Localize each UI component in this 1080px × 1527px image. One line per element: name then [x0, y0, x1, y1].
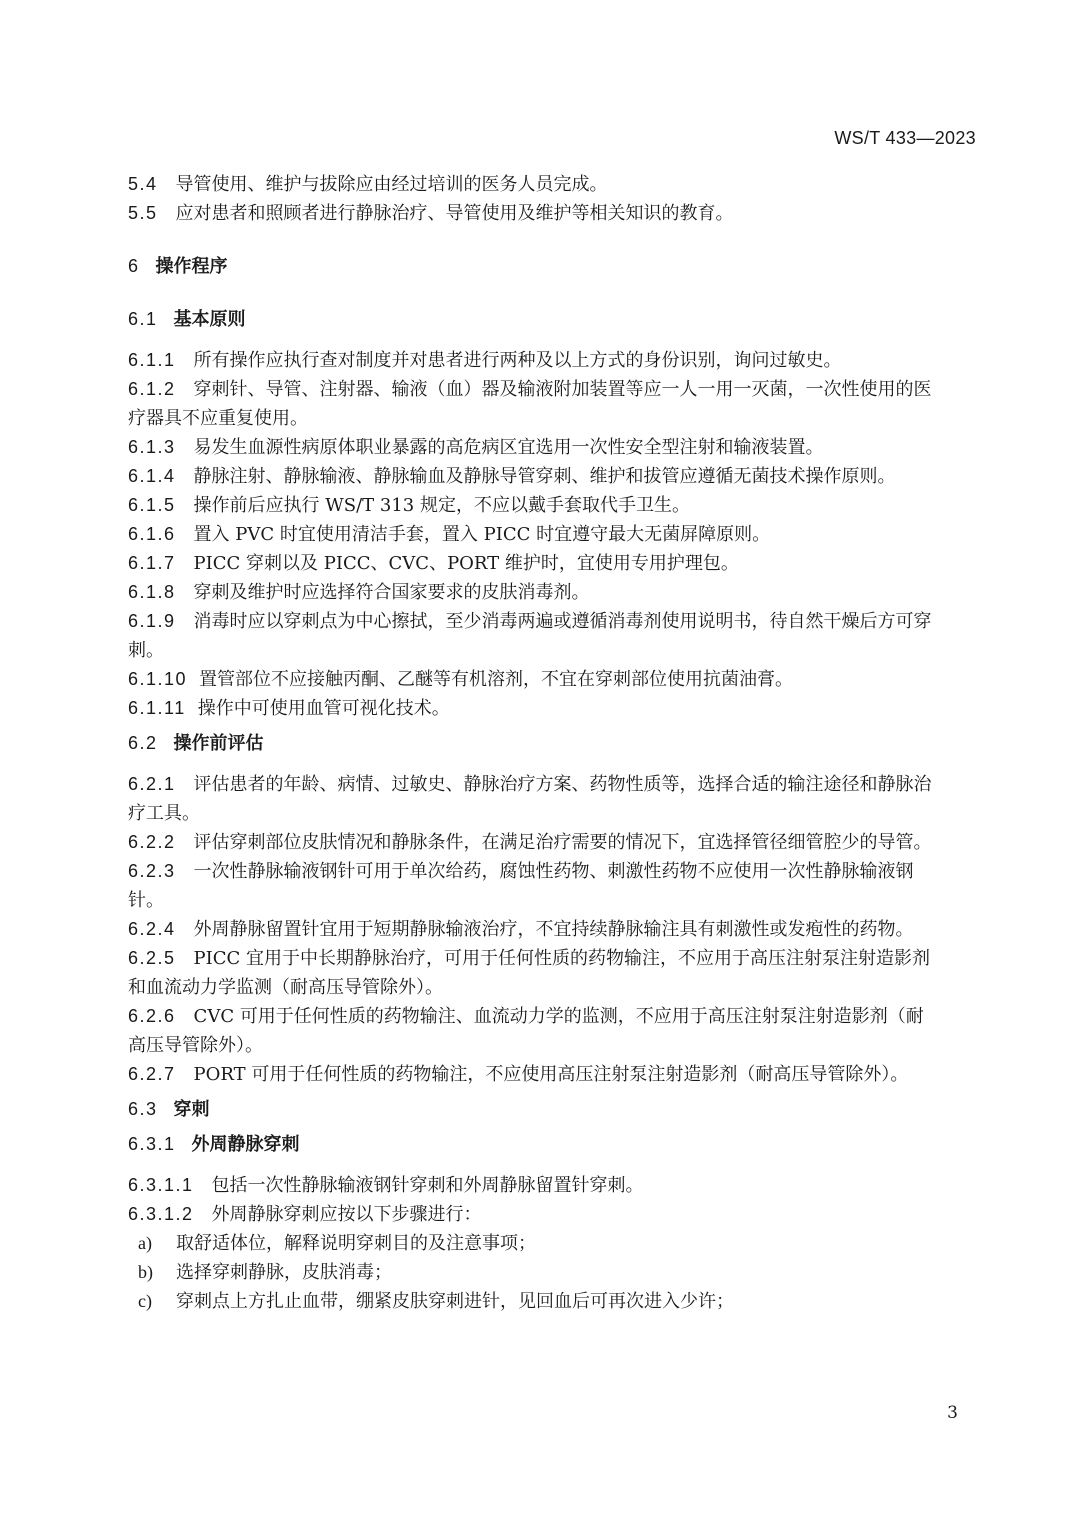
clause-6-2-5-cont: 和血流动力学监测（耐高压导管除外）。 — [128, 977, 443, 998]
list-marker: b) — [138, 1262, 153, 1282]
clause-number: 6.2.1 — [128, 774, 176, 794]
clause-6-1-2 — [128, 375, 980, 404]
clause-number: 6.1.7 — [128, 553, 176, 573]
heading-number: 6.1 — [128, 309, 158, 329]
heading-6-2 — [128, 729, 980, 758]
clause-number: 6.1.9 — [128, 611, 176, 631]
clause-5-4 — [128, 170, 980, 199]
list-item — [128, 1258, 980, 1287]
clause-number: 6.3.1.1 — [128, 1175, 194, 1195]
list-text: 穿刺点上方扎止血带，绷紧皮肤穿刺进针，见回血后可再次进入少许； — [176, 1291, 734, 1312]
clause-6-1-3 — [128, 433, 980, 462]
clause-text: 导管使用、维护与拔除应由经过培训的医务人员完成。 — [175, 174, 608, 195]
clause-6-2-6-cont: 高压导管除外）。 — [128, 1035, 263, 1056]
clause-number: 6.1.2 — [128, 379, 176, 399]
clause-number: 6.1.10 — [128, 669, 188, 689]
clause-text: 外周静脉留置针宜用于短期静脉输液治疗，不宜持续静脉输注具有刺激性或发疱性的药物。 — [193, 919, 914, 940]
clause-text: 消毒时应以穿刺点为中心擦拭，至少消毒两遍或遵循消毒剂使用说明书，待自然干燥后方可穿 — [193, 611, 932, 632]
clause-text: 易发生血源性病原体职业暴露的高危病区宜选用一次性安全型注射和输液装置。 — [193, 437, 824, 458]
clause-number: 6.1.6 — [128, 524, 176, 544]
clause-number: 6.2.2 — [128, 832, 176, 852]
clause-6-1-9 — [128, 607, 980, 636]
clause-text: 置管部位不应接触丙酮、乙醚等有机溶剂，不宜在穿刺部位使用抗菌油膏。 — [199, 669, 794, 690]
document-body — [128, 170, 980, 1316]
clause-6-1-6 — [128, 520, 980, 549]
clause-text: 静脉注射、静脉输液、静脉输血及静脉导管穿刺、维护和拔管应遵循无菌技术操作原则。 — [193, 466, 896, 487]
heading-title: 外周静脉穿刺 — [191, 1134, 300, 1155]
heading-title: 操作前评估 — [173, 733, 264, 754]
clause-number: 6.1.8 — [128, 582, 176, 602]
clause-text: 穿刺及维护时应选择符合国家要求的皮肤消毒剂。 — [193, 582, 590, 603]
clause-6-2-6 — [128, 1002, 980, 1031]
clause-text: 包括一次性静脉输液钢针穿刺和外周静脉留置针穿刺。 — [211, 1175, 644, 1196]
list-text: 取舒适体位，解释说明穿刺目的及注意事项； — [176, 1233, 536, 1254]
clause-text: 置入 PVC 时宜使用清洁手套，置入 PICC 时宜遵守最大无菌屏障原则。 — [193, 524, 771, 545]
heading-number: 6 — [128, 256, 140, 276]
clause-text: PICC 宜用于中长期静脉治疗，可用于任何性质的药物输注，不应用于高压注射泵注射造影剂 — [193, 948, 931, 969]
page-number: 3 — [947, 1403, 958, 1423]
clause-6-2-4 — [128, 915, 980, 944]
clause-6-1-1 — [128, 346, 980, 375]
clause-5-5 — [128, 199, 980, 228]
clause-text: CVC 可用于任何性质的药物输注、血流动力学的监测，不应用于高压注射泵注射造影剂（耐 — [193, 1006, 924, 1027]
clause-number: 6.1.1 — [128, 350, 176, 370]
clause-text: 操作中可使用血管可视化技术。 — [197, 698, 450, 719]
clause-number: 6.3.1.2 — [128, 1204, 194, 1224]
heading-6 — [128, 252, 980, 281]
heading-title: 操作程序 — [155, 256, 228, 277]
heading-number: 6.3 — [128, 1099, 158, 1119]
clause-number: 6.2.3 — [128, 861, 176, 881]
clause-text: 评估穿刺部位皮肤情况和静脉条件，在满足治疗需要的情况下，宜选择管径细管腔少的导管。 — [193, 832, 932, 853]
clause-number: 5.5 — [128, 203, 158, 223]
heading-title: 穿刺 — [173, 1099, 210, 1120]
clause-6-3-1-2 — [128, 1200, 980, 1229]
clause-text: 所有操作应执行查对制度并对患者进行两种及以上方式的身份识别，询问过敏史。 — [193, 350, 842, 371]
clause-text: 外周静脉穿刺应按以下步骤进行： — [211, 1204, 482, 1225]
clause-6-1-7 — [128, 549, 980, 578]
document-code: WS/T 433—2023 — [834, 128, 976, 148]
clause-number: 6.1.4 — [128, 466, 176, 486]
list-item — [128, 1287, 980, 1316]
clause-number: 6.1.3 — [128, 437, 176, 457]
heading-number: 6.2 — [128, 733, 158, 753]
clause-6-2-1-cont: 疗工具。 — [128, 803, 200, 824]
clause-text: 操作前后应执行 WS/T 313 规定，不应以戴手套取代手卫生。 — [193, 495, 690, 516]
clause-text: 评估患者的年龄、病情、过敏史、静脉治疗方案、药物性质等，选择合适的输注途径和静脉治 — [193, 774, 932, 795]
clause-6-1-9-cont: 刺。 — [128, 640, 164, 661]
heading-number: 6.3.1 — [128, 1134, 176, 1154]
clause-6-1-11 — [128, 694, 980, 723]
list-marker: c) — [138, 1291, 152, 1311]
clause-6-2-2 — [128, 828, 980, 857]
clause-number: 6.2.6 — [128, 1006, 176, 1026]
clause-6-2-3-cont: 针。 — [128, 890, 164, 911]
list-item — [128, 1229, 980, 1258]
list-marker: a) — [138, 1233, 152, 1253]
clause-number: 6.2.4 — [128, 919, 176, 939]
clause-number: 6.2.5 — [128, 948, 176, 968]
clause-6-2-7 — [128, 1060, 980, 1089]
clause-6-1-4 — [128, 462, 980, 491]
heading-6-3-1 — [128, 1130, 980, 1159]
clause-6-1-10 — [128, 665, 980, 694]
clause-text: 穿刺针、导管、注射器、输液（血）器及输液附加装置等应一人一用一灭菌，一次性使用的医 — [193, 379, 932, 400]
clause-text: 应对患者和照顾者进行静脉治疗、导管使用及维护等相关知识的教育。 — [175, 203, 734, 224]
heading-title: 基本原则 — [173, 309, 246, 330]
heading-6-1 — [128, 305, 980, 334]
clause-number: 6.2.7 — [128, 1064, 176, 1084]
clause-6-2-3 — [128, 857, 980, 886]
heading-6-3 — [128, 1095, 980, 1124]
clause-6-1-8 — [128, 578, 980, 607]
clause-text: PORT 可用于任何性质的药物输注，不应使用高压注射泵注射造影剂（耐高压导管除外）。 — [193, 1064, 909, 1085]
clause-number: 6.1.5 — [128, 495, 176, 515]
clause-text: PICC 穿刺以及 PICC、CVC、PORT 维护时，宜使用专用护理包。 — [193, 553, 739, 574]
clause-text: 一次性静脉输液钢针可用于单次给药，腐蚀性药物、刺激性药物不应使用一次性静脉输液钢 — [193, 861, 914, 882]
clause-6-1-2-cont: 疗器具不应重复使用。 — [128, 408, 308, 429]
clause-number: 5.4 — [128, 174, 158, 194]
clause-number: 6.1.11 — [128, 698, 186, 718]
clause-6-1-5 — [128, 491, 980, 520]
clause-6-2-1 — [128, 770, 980, 799]
clause-6-3-1-1 — [128, 1171, 980, 1200]
clause-6-2-5 — [128, 944, 980, 973]
list-text: 选择穿刺静脉，皮肤消毒； — [176, 1262, 392, 1283]
